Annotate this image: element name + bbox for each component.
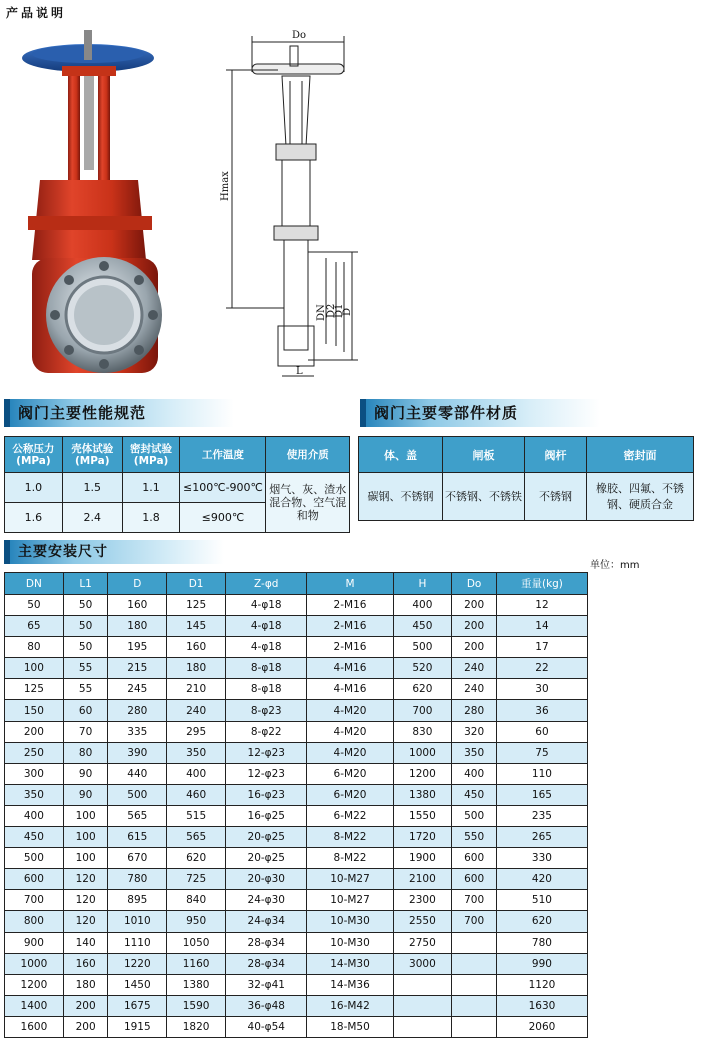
dim-cell: 670 (108, 848, 167, 869)
d-label: D (342, 307, 353, 316)
dim-cell: 515 (167, 805, 226, 826)
dim-cell: 800 (5, 911, 64, 932)
perf-header: 公称压力(MPa) (5, 437, 63, 473)
d2-label: D2 (326, 303, 337, 318)
dim-cell: 1600 (5, 1016, 64, 1037)
dim-cell: 17 (496, 637, 587, 658)
dim-cell: 8-M22 (307, 827, 393, 848)
dim-cell (452, 974, 497, 995)
perf-cell: 1.6 (5, 503, 63, 533)
perf-header: 使用介质 (266, 437, 350, 473)
dim-cell: 6-M22 (307, 805, 393, 826)
dim-header: D (108, 573, 167, 595)
dim-cell: 8-φ23 (226, 700, 307, 721)
dim-cell: 100 (5, 658, 64, 679)
table-row (5, 932, 588, 953)
materials-table (358, 436, 694, 521)
dim-cell: 90 (63, 784, 108, 805)
dim-cell: 1400 (5, 995, 64, 1016)
dim-cell: 1050 (167, 932, 226, 953)
dim-cell: 195 (108, 637, 167, 658)
dim-cell: 1000 (393, 742, 452, 763)
dim-cell: 350 (167, 742, 226, 763)
dim-cell: 210 (167, 679, 226, 700)
dim-cell: 14-M30 (307, 953, 393, 974)
dim-cell: 14 (496, 616, 587, 637)
mat-header: 密封面 (587, 437, 694, 473)
materials-banner: 阀门主要零部件材质 (360, 399, 600, 427)
dim-cell: 245 (108, 679, 167, 700)
perf-header: 密封试验(MPa) (122, 437, 180, 473)
table-row (5, 890, 588, 911)
dim-cell: 125 (167, 595, 226, 616)
dim-cell: 1160 (167, 953, 226, 974)
dim-cell: 400 (5, 805, 64, 826)
mat-cell: 不锈钢、不锈铁 (443, 473, 525, 521)
dim-cell: 4-M16 (307, 658, 393, 679)
mat-header: 体、盖 (359, 437, 443, 473)
table-row (5, 658, 588, 679)
dim-cell: 3000 (393, 953, 452, 974)
dim-cell: 1675 (108, 995, 167, 1016)
dim-cell: 60 (496, 721, 587, 742)
dim-cell: 140 (63, 932, 108, 953)
dim-cell: 2550 (393, 911, 452, 932)
table-row (5, 995, 588, 1016)
dim-cell: 200 (452, 637, 497, 658)
dim-cell: 8-φ22 (226, 721, 307, 742)
table-row (5, 1016, 588, 1037)
dim-cell: 600 (452, 848, 497, 869)
dim-cell (393, 995, 452, 1016)
perf-cell: 1.0 (5, 473, 63, 503)
table-row (5, 637, 588, 658)
dim-cell: 180 (63, 974, 108, 995)
table-row (5, 700, 588, 721)
dim-cell (393, 974, 452, 995)
table-row (5, 848, 588, 869)
perf-cell: ≤900℃ (180, 503, 266, 533)
dim-cell: 895 (108, 890, 167, 911)
dim-cell: 150 (5, 700, 64, 721)
dimension-drawing (218, 26, 378, 386)
dim-cell: 240 (167, 700, 226, 721)
dim-cell: 120 (63, 890, 108, 911)
dim-cell: 16-φ23 (226, 784, 307, 805)
dim-cell: 24-φ34 (226, 911, 307, 932)
dim-cell: 12-φ23 (226, 763, 307, 784)
dim-cell: 200 (5, 721, 64, 742)
dim-cell: 10-M27 (307, 890, 393, 911)
dim-cell: 620 (167, 848, 226, 869)
dim-cell: 450 (5, 827, 64, 848)
dim-header: Z-φd (226, 573, 307, 595)
dim-cell: 700 (452, 890, 497, 911)
mat-cell: 碳钢、不锈钢 (359, 473, 443, 521)
dim-cell: 55 (63, 679, 108, 700)
table-row (5, 784, 588, 805)
dim-cell: 330 (496, 848, 587, 869)
mat-cell: 橡胶、四氟、不锈钢、硬质合金 (587, 473, 694, 521)
dim-header: D1 (167, 573, 226, 595)
dim-cell: 28-φ34 (226, 953, 307, 974)
table-row (5, 742, 588, 763)
dim-cell: 28-φ34 (226, 932, 307, 953)
dim-cell: 2-M16 (307, 616, 393, 637)
dim-cell: 145 (167, 616, 226, 637)
dim-cell: 40-φ54 (226, 1016, 307, 1037)
dim-cell: 8-φ18 (226, 679, 307, 700)
dim-cell: 2-M16 (307, 595, 393, 616)
dim-header: DN (5, 573, 64, 595)
dim-cell: 160 (63, 953, 108, 974)
dim-cell (393, 1016, 452, 1037)
dim-cell: 4-M20 (307, 742, 393, 763)
dim-cell: 20-φ25 (226, 827, 307, 848)
dim-cell: 280 (452, 700, 497, 721)
dim-cell: 440 (108, 763, 167, 784)
dim-cell: 160 (108, 595, 167, 616)
dim-cell: 400 (452, 763, 497, 784)
dim-cell: 50 (63, 637, 108, 658)
perf-header: 工作温度 (180, 437, 266, 473)
dim-cell: 4-φ18 (226, 637, 307, 658)
dim-cell: 1380 (167, 974, 226, 995)
dim-cell: 1550 (393, 805, 452, 826)
dim-cell: 600 (5, 869, 64, 890)
dim-cell: 4-φ18 (226, 595, 307, 616)
dim-cell (452, 953, 497, 974)
dim-cell: 400 (393, 595, 452, 616)
dim-cell: 36 (496, 700, 587, 721)
dim-cell: 1915 (108, 1016, 167, 1037)
dim-cell: 565 (167, 827, 226, 848)
dim-cell: 125 (5, 679, 64, 700)
dim-cell: 620 (496, 911, 587, 932)
dim-cell: 235 (496, 805, 587, 826)
dim-cell: 30 (496, 679, 587, 700)
dim-cell: 16-φ25 (226, 805, 307, 826)
dim-cell: 200 (452, 616, 497, 637)
perf-cell: 1.1 (122, 473, 180, 503)
dim-cell: 1450 (108, 974, 167, 995)
dim-cell: 1000 (5, 953, 64, 974)
dim-cell: 265 (496, 827, 587, 848)
hmax-label: Hmax (220, 171, 231, 201)
dim-cell: 240 (452, 658, 497, 679)
dim-cell: 300 (5, 763, 64, 784)
dim-cell: 215 (108, 658, 167, 679)
dim-cell: 780 (108, 869, 167, 890)
dim-cell: 2100 (393, 869, 452, 890)
dim-cell: 565 (108, 805, 167, 826)
dim-cell: 320 (452, 721, 497, 742)
dim-cell: 420 (496, 869, 587, 890)
dim-cell: 100 (63, 827, 108, 848)
dim-cell: 725 (167, 869, 226, 890)
dim-cell: 200 (452, 595, 497, 616)
dim-cell: 55 (63, 658, 108, 679)
dim-cell: 2060 (496, 1016, 587, 1037)
dim-cell: 20-φ25 (226, 848, 307, 869)
dim-cell: 6-M20 (307, 784, 393, 805)
dim-cell: 1630 (496, 995, 587, 1016)
dim-cell: 180 (167, 658, 226, 679)
dim-cell: 840 (167, 890, 226, 911)
performance-table (4, 436, 350, 533)
dim-cell: 10-M30 (307, 911, 393, 932)
dim-cell: 350 (5, 784, 64, 805)
dim-cell: 390 (108, 742, 167, 763)
dim-cell: 4-M20 (307, 721, 393, 742)
dim-cell: 14-M36 (307, 974, 393, 995)
d1-label: D1 (334, 303, 345, 318)
dim-cell: 18-M50 (307, 1016, 393, 1037)
dim-cell: 4-φ18 (226, 616, 307, 637)
dim-cell: 10-M30 (307, 932, 393, 953)
mat-header: 闸板 (443, 437, 525, 473)
dim-cell: 295 (167, 721, 226, 742)
dim-cell: 50 (5, 595, 64, 616)
valve-photo (18, 30, 168, 380)
dim-cell: 620 (393, 679, 452, 700)
dim-cell: 50 (63, 616, 108, 637)
dim-cell: 1120 (496, 974, 587, 995)
dim-cell: 16-M42 (307, 995, 393, 1016)
dim-cell: 6-M20 (307, 763, 393, 784)
dim-header: 重量(kg) (496, 573, 587, 595)
table-row (5, 595, 588, 616)
dim-cell: 615 (108, 827, 167, 848)
dim-cell: 4-M16 (307, 679, 393, 700)
dim-cell: 500 (5, 848, 64, 869)
dim-cell: 65 (5, 616, 64, 637)
dim-cell: 100 (63, 848, 108, 869)
dim-cell: 240 (452, 679, 497, 700)
dim-cell: 1380 (393, 784, 452, 805)
dim-cell: 1820 (167, 1016, 226, 1037)
dim-cell: 450 (452, 784, 497, 805)
dimensions-table (4, 572, 588, 1038)
dim-cell: 180 (108, 616, 167, 637)
dim-cell: 990 (496, 953, 587, 974)
dim-cell: 100 (63, 805, 108, 826)
dim-cell: 1900 (393, 848, 452, 869)
dim-cell: 36-φ48 (226, 995, 307, 1016)
dim-cell: 2300 (393, 890, 452, 911)
dim-cell: 950 (167, 911, 226, 932)
dim-cell: 700 (452, 911, 497, 932)
perf-medium-cell: 烟气、灰、渣水混合物、空气混和物 (266, 473, 350, 533)
dim-cell: 60 (63, 700, 108, 721)
dim-cell: 510 (496, 890, 587, 911)
dn-label: DN (316, 304, 327, 321)
dim-cell: 550 (452, 827, 497, 848)
dim-cell: 700 (5, 890, 64, 911)
dim-cell: 830 (393, 721, 452, 742)
perf-header: 壳体试验(MPa) (62, 437, 122, 473)
dim-header: H (393, 573, 452, 595)
table-row (5, 679, 588, 700)
dim-cell: 120 (63, 869, 108, 890)
performance-banner: 阀门主要性能规范 (4, 399, 234, 427)
dim-cell: 500 (393, 637, 452, 658)
dim-cell: 70 (63, 721, 108, 742)
dim-cell: 1110 (108, 932, 167, 953)
dim-cell: 1010 (108, 911, 167, 932)
dim-header: M (307, 573, 393, 595)
l-label: L (296, 366, 303, 377)
dim-cell: 4-M20 (307, 700, 393, 721)
mat-cell: 不锈钢 (525, 473, 587, 521)
table-row (5, 805, 588, 826)
dim-cell: 400 (167, 763, 226, 784)
mat-header: 阀杆 (525, 437, 587, 473)
table-row (5, 616, 588, 637)
dim-cell: 200 (63, 995, 108, 1016)
dim-cell: 12 (496, 595, 587, 616)
dim-cell: 500 (108, 784, 167, 805)
dim-cell: 280 (108, 700, 167, 721)
dim-cell: 2750 (393, 932, 452, 953)
table-row (5, 869, 588, 890)
dim-header: Do (452, 573, 497, 595)
dim-cell (452, 1016, 497, 1037)
dim-cell: 500 (452, 805, 497, 826)
page-title: 产品说明 (6, 6, 67, 20)
dim-cell: 200 (63, 1016, 108, 1037)
table-row (5, 974, 588, 995)
dim-cell: 10-M27 (307, 869, 393, 890)
table-row (5, 721, 588, 742)
dim-cell: 700 (393, 700, 452, 721)
dim-cell: 460 (167, 784, 226, 805)
dim-cell: 1200 (5, 974, 64, 995)
dim-cell: 1220 (108, 953, 167, 974)
dim-cell (452, 932, 497, 953)
perf-cell: 1.5 (62, 473, 122, 503)
dim-cell: 1720 (393, 827, 452, 848)
table-row (5, 827, 588, 848)
dim-cell: 24-φ30 (226, 890, 307, 911)
dim-cell: 75 (496, 742, 587, 763)
dim-cell: 22 (496, 658, 587, 679)
dim-cell: 450 (393, 616, 452, 637)
dim-cell: 90 (63, 763, 108, 784)
dim-cell: 120 (63, 911, 108, 932)
dim-cell: 110 (496, 763, 587, 784)
dim-cell: 350 (452, 742, 497, 763)
dim-cell: 12-φ23 (226, 742, 307, 763)
dim-cell: 1200 (393, 763, 452, 784)
dim-cell: 160 (167, 637, 226, 658)
dim-cell: 600 (452, 869, 497, 890)
perf-cell: 1.8 (122, 503, 180, 533)
table-row (5, 763, 588, 784)
dim-cell: 80 (63, 742, 108, 763)
unit-note: 单位：mm (590, 560, 640, 571)
perf-cell: 2.4 (62, 503, 122, 533)
dim-cell: 20-φ30 (226, 869, 307, 890)
dim-cell: 780 (496, 932, 587, 953)
dim-cell: 250 (5, 742, 64, 763)
dim-cell: 520 (393, 658, 452, 679)
dim-cell: 8-φ18 (226, 658, 307, 679)
dim-cell: 8-M22 (307, 848, 393, 869)
dimensions-banner: 主要安装尺寸 (4, 540, 224, 564)
dim-cell (452, 995, 497, 1016)
do-label: Do (292, 30, 307, 41)
table-row (5, 911, 588, 932)
dim-cell: 900 (5, 932, 64, 953)
dim-cell: 32-φ41 (226, 974, 307, 995)
dim-cell: 50 (63, 595, 108, 616)
dim-cell: 335 (108, 721, 167, 742)
table-row (5, 953, 588, 974)
dim-cell: 165 (496, 784, 587, 805)
dim-cell: 80 (5, 637, 64, 658)
dim-cell: 1590 (167, 995, 226, 1016)
dim-cell: 2-M16 (307, 637, 393, 658)
dim-header: L1 (63, 573, 108, 595)
perf-cell: ≤100℃-900℃ (180, 473, 266, 503)
